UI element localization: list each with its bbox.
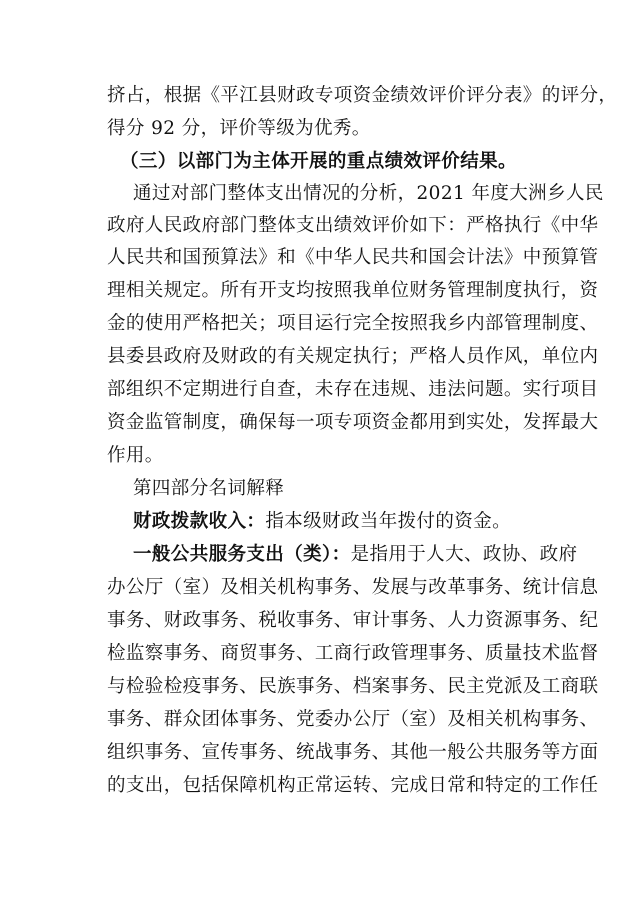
section-heading: （三）以部门为主体开展的重点绩效评价结果。	[120, 151, 517, 172]
paragraph-line: 资金监管制度，确保每一项专项资金都用到实处，发挥最大	[107, 412, 599, 433]
part-four-heading: 第四部分名词解释	[133, 478, 285, 499]
paragraph-line: 县委县政府及财政的有关规定执行；严格人员作风，单位内	[107, 346, 599, 367]
paragraph-line: 作用。	[107, 445, 164, 466]
paragraph-line: 挤占，根据《平江县财政专项资金绩效评价评分表》的评分，	[107, 85, 618, 106]
paragraph-line: 与检验检疫事务、民族事务、档案事务、民主党派及工商联	[107, 676, 599, 697]
term-public-desc: 是指用于人大、政协、政府	[350, 544, 578, 565]
term-fiscal-label: 财政拨款收入：	[133, 511, 266, 532]
paragraph-line: 办公厅（室）及相关机构事务、发展与改革事务、统计信息	[107, 577, 599, 598]
paragraph-line: 组织事务、宣传事务、统战事务、其他一般公共服务等方面	[107, 742, 599, 763]
term-definition-public	[133, 543, 578, 567]
paragraph-line: 得分 92 分，评价等级为优秀。	[107, 118, 371, 139]
paragraph-line: 金的使用严格把关；项目运行完全按照我乡内部管理制度、	[107, 313, 599, 334]
paragraph-line: 政府人民政府部门整体支出绩效评价如下：严格执行《中华	[107, 215, 599, 236]
paragraph-line: 的支出，包括保障机构正常运转、完成日常和特定的工作任	[107, 775, 599, 796]
term-fiscal-desc: 指本级财政当年拨付的资金。	[265, 511, 512, 532]
paragraph-line: 通过对部门整体支出情况的分析，2021 年度大洲乡人民	[133, 183, 604, 204]
paragraph-line: 检监察事务、商贸事务、工商行政管理事务、质量技术监督	[107, 643, 599, 664]
paragraph-line: 理相关规定。所有开支均按照我单位财务管理制度执行，资	[107, 280, 599, 301]
term-public-label: 一般公共服务支出（类）：	[133, 544, 351, 565]
term-definition-fiscal	[133, 510, 527, 534]
paragraph-line: 人民共和国预算法》和《中华人民共和国会计法》中预算管	[107, 247, 599, 268]
paragraph-line: 事务、财政事务、税收事务、审计事务、人力资源事务、纪	[107, 610, 599, 631]
paragraph-line: 部组织不定期进行自查，未存在违规、违法问题。实行项目	[107, 379, 599, 400]
paragraph-line: 事务、群众团体事务、党委办公厅（室）及相关机构事务、	[107, 709, 599, 730]
